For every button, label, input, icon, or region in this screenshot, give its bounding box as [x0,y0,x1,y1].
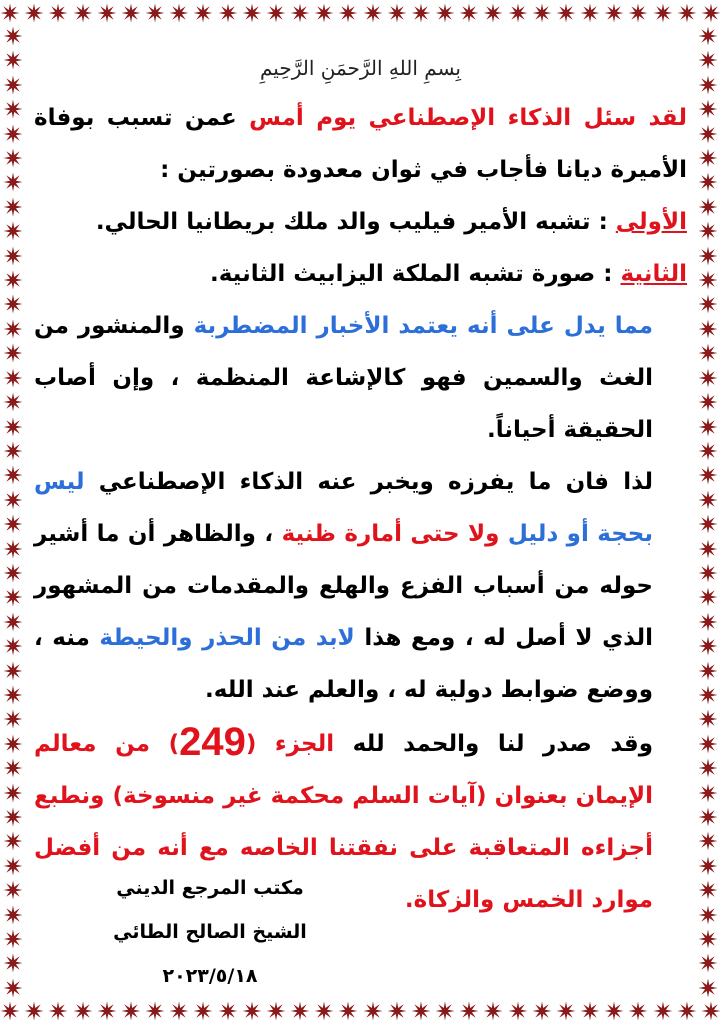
document-body [34,30,687,990]
border-star-icon [698,661,718,681]
border-star-icon [508,1001,528,1021]
border-star-icon [363,1001,383,1021]
paragraph-text: منه ، ووضع ضوابط دولية له ، والعلم عند الله. [34,625,653,703]
highlight-caution: لابد من الحذر والحيطة [99,625,355,651]
paragraph-text: والمنشور من الغث والسمين فهو كالإشاعة المنظمة ، وإن أصاب الحقيقة أحياناً. [34,313,653,443]
border-star-icon [121,1001,141,1021]
border-star-icon [698,807,718,827]
border-star-icon [3,783,23,803]
border-star-icon [698,441,718,461]
border-star-icon [698,587,718,607]
border-star-icon [698,758,718,778]
border-star-icon [698,270,718,290]
border-star-icon [698,514,718,534]
border-star-icon [3,856,23,876]
border-star-icon [193,3,213,23]
label-second: الثانية [620,261,687,287]
border-star-icon [698,612,718,632]
border-star-icon [698,685,718,705]
part-number: 249 [179,720,246,764]
border-star-icon [698,831,718,851]
border-star-icon [698,856,718,876]
border-star-icon [653,3,673,23]
highlight-not-evidence: ليس بحجة أو دليل [34,469,654,547]
border-star-icon [3,905,23,925]
border-star-icon [411,3,431,23]
border-star-icon [193,1001,213,1021]
border-star-icon [580,3,600,23]
highlight-not-presumption: ولا حتى أمارة ظنية [281,521,508,547]
border-star-icon [3,563,23,583]
border-star-icon [698,563,718,583]
border-star-icon [698,734,718,754]
border-star-icon [48,3,68,23]
border-star-icon [459,1001,479,1021]
border-star-icon [169,1001,189,1021]
border-star-icon [698,953,718,973]
decorative-border-left [0,26,26,998]
decorative-border-right [695,26,721,998]
decorative-border-top [0,0,721,26]
border-star-icon [218,1001,238,1021]
border-star-icon [97,1001,117,1021]
border-star-icon [698,75,718,95]
border-star-icon [604,3,624,23]
border-star-icon [3,758,23,778]
paren-close-text: ) من معالم الإيمان بعنوان (آيات السلم محكمة غير منسوخة) ونطبع أجزاءه المتعاقبة على نفقتنا الخاصه مع أنه من أفضل موارد الخمس والزكاة. [34,731,653,913]
border-star-icon [698,392,718,412]
signature-office: مكتب المرجع الديني [116,877,304,899]
border-star-icon [3,685,23,705]
border-star-icon [698,246,718,266]
border-star-icon [338,3,358,23]
border-star-icon [363,3,383,23]
border-star-icon [97,3,117,23]
border-star-icon [701,1001,721,1021]
border-star-icon [698,636,718,656]
border-star-icon [701,3,721,23]
border-star-icon [3,636,23,656]
border-star-icon [3,831,23,851]
border-star-icon [3,246,23,266]
border-star-icon [73,3,93,23]
border-star-icon [459,3,479,23]
border-star-icon [3,661,23,681]
border-star-icon [580,1001,600,1021]
border-star-icon [314,1001,334,1021]
paragraph-first-image [34,196,687,248]
highlight-unreliable-news: مما يدل على أنه يعتمد الأخبار المضطربة [193,313,653,339]
paragraph-text: : تشبه الأمير فيليب والد ملك بريطانيا الحالي. [95,209,616,235]
border-star-icon [24,1001,44,1021]
border-star-icon [3,465,23,485]
border-star-icon [3,929,23,949]
border-star-icon [698,50,718,70]
signature-date: ٢٠٢٣/٥/١٨ [162,965,258,987]
border-star-icon [3,319,23,339]
border-star-icon [3,880,23,900]
border-star-icon [290,3,310,23]
paragraph-analysis [34,300,687,456]
border-star-icon [698,978,718,998]
border-star-icon [483,3,503,23]
border-star-icon [3,148,23,168]
border-star-icon [698,783,718,803]
border-star-icon [604,1001,624,1021]
border-star-icon [3,441,23,461]
border-star-icon [698,490,718,510]
border-star-icon [387,3,407,23]
border-star-icon [3,807,23,827]
label-first: الأولى [615,209,687,235]
border-star-icon [698,905,718,925]
border-star-icon [3,514,23,534]
border-star-icon [338,1001,358,1021]
border-star-icon [73,1001,93,1021]
border-star-icon [698,929,718,949]
border-star-icon [698,148,718,168]
border-star-icon [3,343,23,363]
paragraph-text: : صورة تشبه الملكة اليزابيث الثانية. [210,261,621,287]
border-star-icon [435,3,455,23]
paragraph-text: عمن تسبب بوفاة الأميرة ديانا فأجاب في ثوان معدودة بصورتين : [34,105,687,183]
border-star-icon [628,3,648,23]
border-star-icon [145,3,165,23]
border-star-icon [3,99,23,119]
border-star-icon [411,1001,431,1021]
border-star-icon [677,1001,697,1021]
paren-open: ( [245,731,275,757]
border-star-icon [698,709,718,729]
border-star-icon [3,953,23,973]
border-star-icon [698,417,718,437]
border-star-icon [3,221,23,241]
border-star-icon [266,1001,286,1021]
basmala-heading: بِسمِ اللهِ الرَّحمَنِ الرَّحِيمِ [259,56,461,80]
highlight-question: لقد سئل الذكاء الإصطناعي يوم أمس [249,105,687,131]
border-star-icon [532,1001,552,1021]
border-star-icon [3,124,23,144]
border-star-icon [242,1001,262,1021]
border-star-icon [532,3,552,23]
border-star-icon [3,417,23,437]
border-star-icon [698,197,718,217]
border-star-icon [698,124,718,144]
border-star-icon [628,1001,648,1021]
border-star-icon [677,3,697,23]
border-star-icon [698,294,718,314]
border-star-icon [698,465,718,485]
border-star-icon [483,1001,503,1021]
border-star-icon [218,3,238,23]
border-star-icon [3,392,23,412]
paragraph-conclusion [34,456,687,716]
signature-block [110,866,310,998]
border-star-icon [0,3,20,23]
paragraph-text: لذا فان ما يفرزه ويخبر عنه الذكاء الإصطناعي [84,469,653,495]
border-star-icon [556,1001,576,1021]
border-star-icon [266,3,286,23]
border-star-icon [121,3,141,23]
border-star-icon [698,880,718,900]
paragraph-intro [34,92,687,196]
paragraph-text: ، والظاهر أن ما أشير حوله من أسباب الفزع والهلع والمقدمات من المشهور الذي لا أصل له ، ومع هذا [34,521,653,651]
border-star-icon [3,50,23,70]
border-star-icon [653,1001,673,1021]
border-star-icon [0,1001,20,1021]
border-star-icon [698,539,718,559]
border-star-icon [3,612,23,632]
paragraph-second-image [34,248,687,300]
border-star-icon [698,221,718,241]
paragraph-text: وقد صدر لنا والحمد لله [334,731,653,757]
border-star-icon [3,587,23,607]
border-star-icon [3,270,23,290]
border-star-icon [290,1001,310,1021]
border-star-icon [698,368,718,388]
border-star-icon [3,709,23,729]
decorative-border-bottom [0,998,721,1024]
border-star-icon [698,99,718,119]
border-star-icon [3,734,23,754]
border-star-icon [698,343,718,363]
border-star-icon [3,539,23,559]
border-star-icon [698,319,718,339]
border-star-icon [169,3,189,23]
border-star-icon [3,197,23,217]
border-star-icon [387,1001,407,1021]
border-star-icon [48,1001,68,1021]
border-star-icon [435,1001,455,1021]
border-star-icon [3,978,23,998]
signature-name: الشيخ الصالح الطائي [113,921,307,943]
border-star-icon [24,3,44,23]
border-star-icon [698,26,718,46]
border-star-icon [3,172,23,192]
highlight-part: الجزء [274,731,335,757]
border-star-icon [242,3,262,23]
border-star-icon [698,172,718,192]
border-star-icon [556,3,576,23]
border-star-icon [3,294,23,314]
border-star-icon [3,26,23,46]
border-star-icon [3,490,23,510]
border-star-icon [508,3,528,23]
border-star-icon [3,75,23,95]
border-star-icon [314,3,334,23]
border-star-icon [145,1001,165,1021]
border-star-icon [3,368,23,388]
